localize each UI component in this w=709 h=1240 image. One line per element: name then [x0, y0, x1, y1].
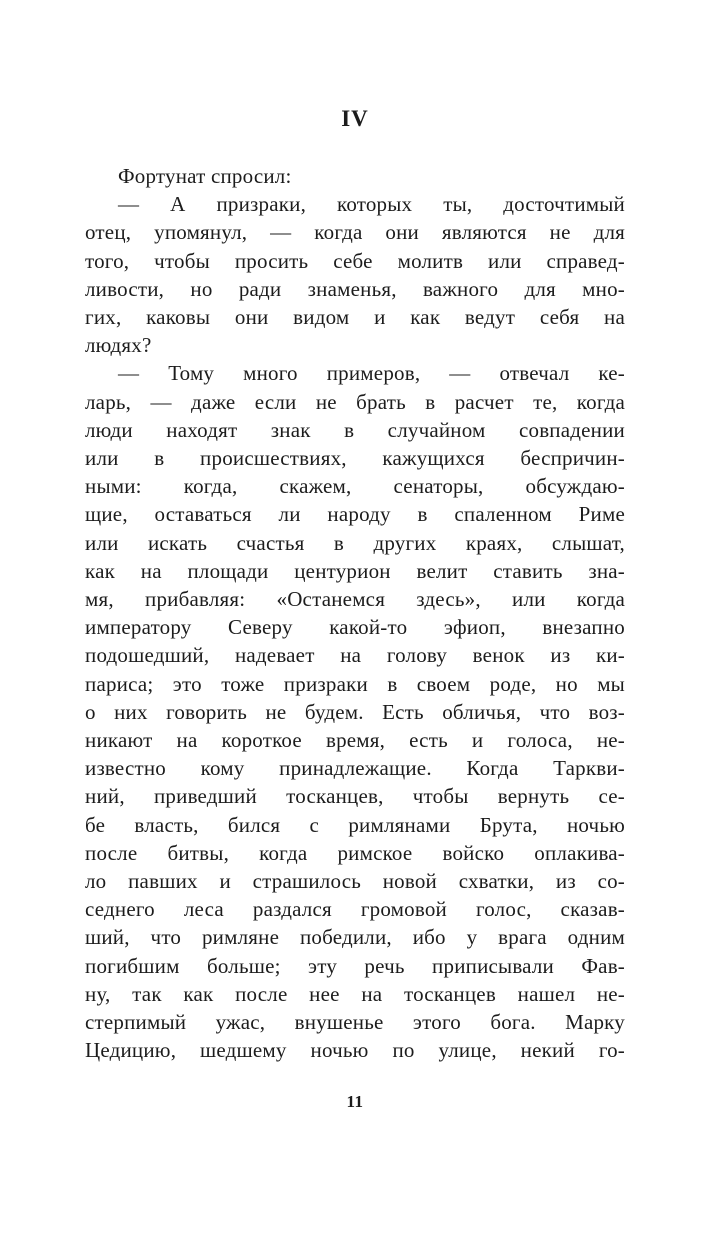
text-line: или в происшествиях, кажущихся беспричин- — [85, 446, 625, 471]
text-line: как на площади центурион велит ставить зна- — [85, 558, 625, 583]
text-line: людях? — [85, 333, 152, 358]
text-line: о них говорить не будем. Есть обличья, что воз- — [85, 699, 625, 724]
text-line: ливости, но ради знаменья, важного для мно- — [85, 276, 625, 301]
text-line: никают на короткое время, есть и голоса, не- — [85, 728, 625, 753]
text-line: — А призраки, которых ты, досточтимый — [118, 192, 625, 217]
text-line: ларь, — даже если не брать в расчет те, когда — [85, 389, 625, 414]
text-line: ший, что римляне победили, ибо у врага одним — [85, 925, 625, 950]
text-line: Фортунат спросил: — [118, 164, 292, 188]
text-line: Цедицию, шедшему ночью по улице, некий го- — [85, 1038, 625, 1063]
text-line: императору Северу какой-то эфиоп, внезапно — [85, 615, 625, 640]
text-line: отец, упомянул, — когда они являются не для — [85, 220, 625, 245]
chapter-heading: IV — [341, 106, 369, 131]
text-line: люди находят знак в случайном совпадении — [85, 417, 625, 442]
text-line: гих, каковы они видом и как ведут себя на — [85, 305, 625, 330]
page-number: 11 — [346, 1092, 364, 1111]
text-line: или искать счастья в других краях, слышат, — [85, 530, 625, 555]
text-line: стерпимый ужас, внушенье этого бога. Марку — [85, 1010, 625, 1035]
text-line: погибшим больше; эту речь приписывали Фав- — [85, 953, 625, 978]
text-line: ными: когда, скажем, сенаторы, обсуждаю- — [85, 474, 625, 499]
text-line: мя, прибавляя: «Останемся здесь», или когда — [85, 587, 625, 612]
text-line: того, чтобы просить себе молитв или справед- — [85, 248, 625, 273]
text-line: — Тому много примеров, — отвечал ке- — [118, 361, 625, 386]
text-line: щие, оставаться ли народу в спаленном Риме — [85, 502, 625, 527]
text-block — [85, 162, 625, 1065]
text-line: ний, приведший тосканцев, чтобы вернуть се- — [85, 784, 625, 809]
text-line: известно кому принадлежащие. Когда Таркви- — [85, 756, 625, 781]
text-line: бе власть, бился с римлянами Брута, ночью — [85, 812, 625, 837]
text-line: после битвы, когда римское войско оплакива- — [85, 840, 625, 865]
text-line: ло павших и страшилось новой схватки, из со- — [85, 869, 625, 894]
text-line: подошедший, надевает на голову венок из ки- — [85, 643, 625, 668]
text-line: париса; это тоже призраки в своем роде, но мы — [85, 671, 625, 696]
text-line: седнего леса раздался громовой голос, сказав- — [85, 897, 625, 922]
text-line: ну, так как после нее на тосканцев нашел не- — [85, 981, 625, 1006]
